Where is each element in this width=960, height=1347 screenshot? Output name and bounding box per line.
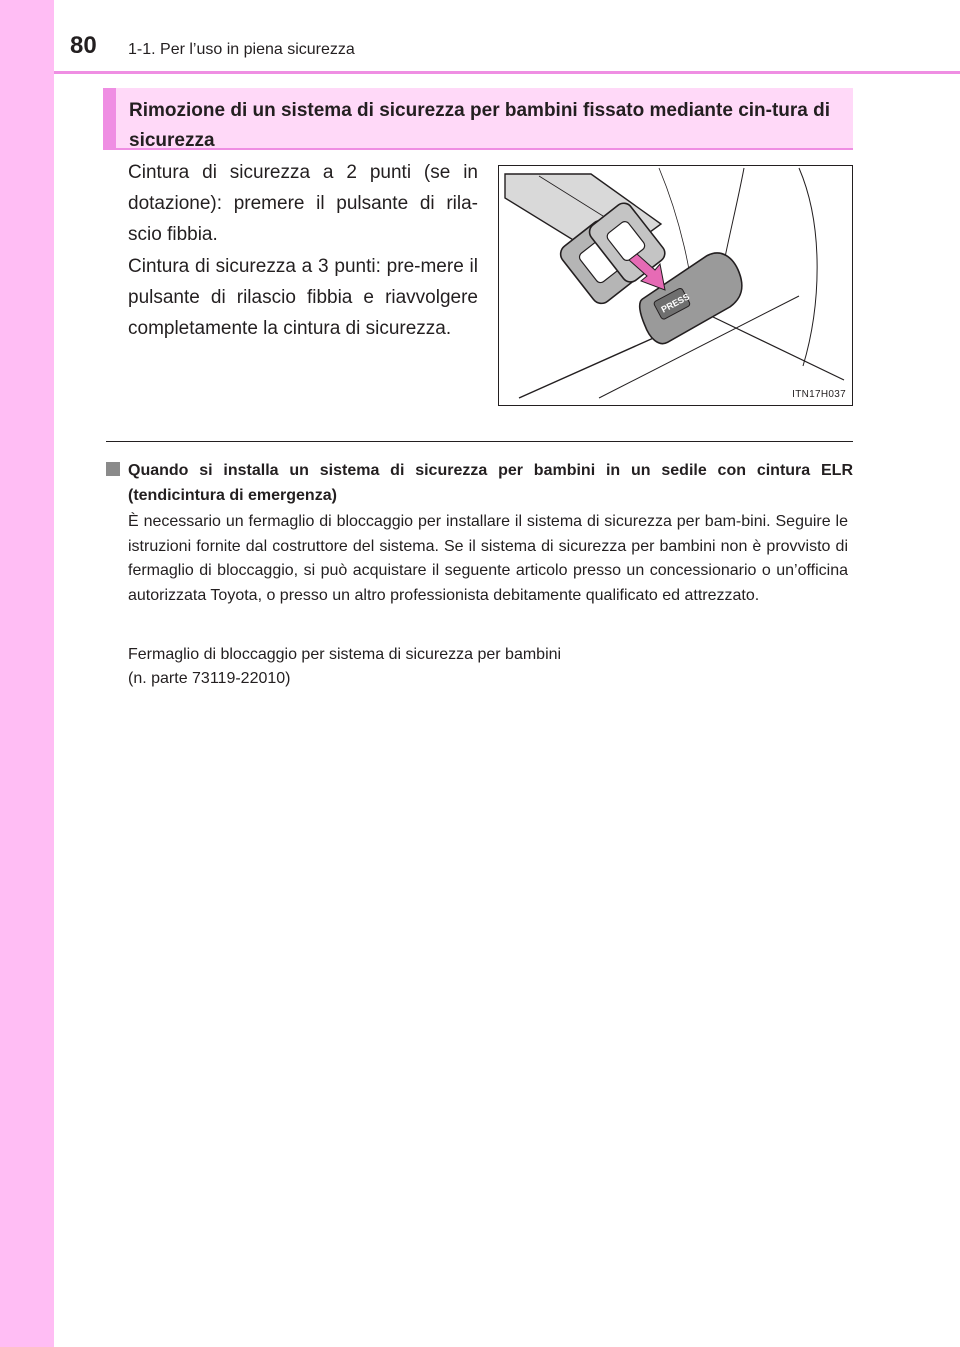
step-three-point-belt: Cintura di sicurezza a 3 punti: pre-mere il pulsante di rilascio fibbia e riavvolgere completamente la cintura di sicurezza. [128,256,478,339]
figure-code: ITN17H037 [792,389,846,400]
section-divider [106,441,853,442]
square-bullet-icon [106,462,120,476]
seat-side-line [711,316,844,380]
part-number-line: (n. parte 73119-22010) [128,670,291,687]
note-body: È necessario un fermaglio di bloccaggio per installare il sistema di sicurezza per bam-bini. Seguire le istruzioni fornite dal costruttore del sistema. Se il sistema di sicurezza per bambini non è provvisto di fermaglio di bloccaggio, si può acquistare il seguente articolo presso un concessionario o un’officina autorizzata Toyota, o presso un altro professionista debitamente qualificato ed attrezzato. [128,513,848,604]
step-two-point-belt: Cintura di sicurezza a 2 punti (se in dotazione): premere il pulsante di rila-scio fibbia. [128,162,478,245]
note-heading-text: Quando si installa un sistema di sicurezza per bambini in un sedile con cintura ELR (tendicintura di emergenza) [128,462,853,504]
part-name-line: Fermaglio di bloccaggio per sistema di sicurezza per bambini [128,646,562,663]
side-color-strip [0,0,54,1347]
heading-title: Rimozione di un sistema di sicurezza per bambini fissato mediante cin-tura di sicurezza [129,100,831,151]
header-rule [54,71,960,74]
page-number: 80 [70,32,97,59]
section-title: 1-1. Per l’uso in piena sicurezza [128,41,355,58]
heading-box [103,88,853,150]
press-button-label: PRESS [659,291,692,315]
seat-back-curve [799,168,817,366]
seatbelt-buckle-figure [498,165,853,406]
buckle-illustration [499,166,852,405]
